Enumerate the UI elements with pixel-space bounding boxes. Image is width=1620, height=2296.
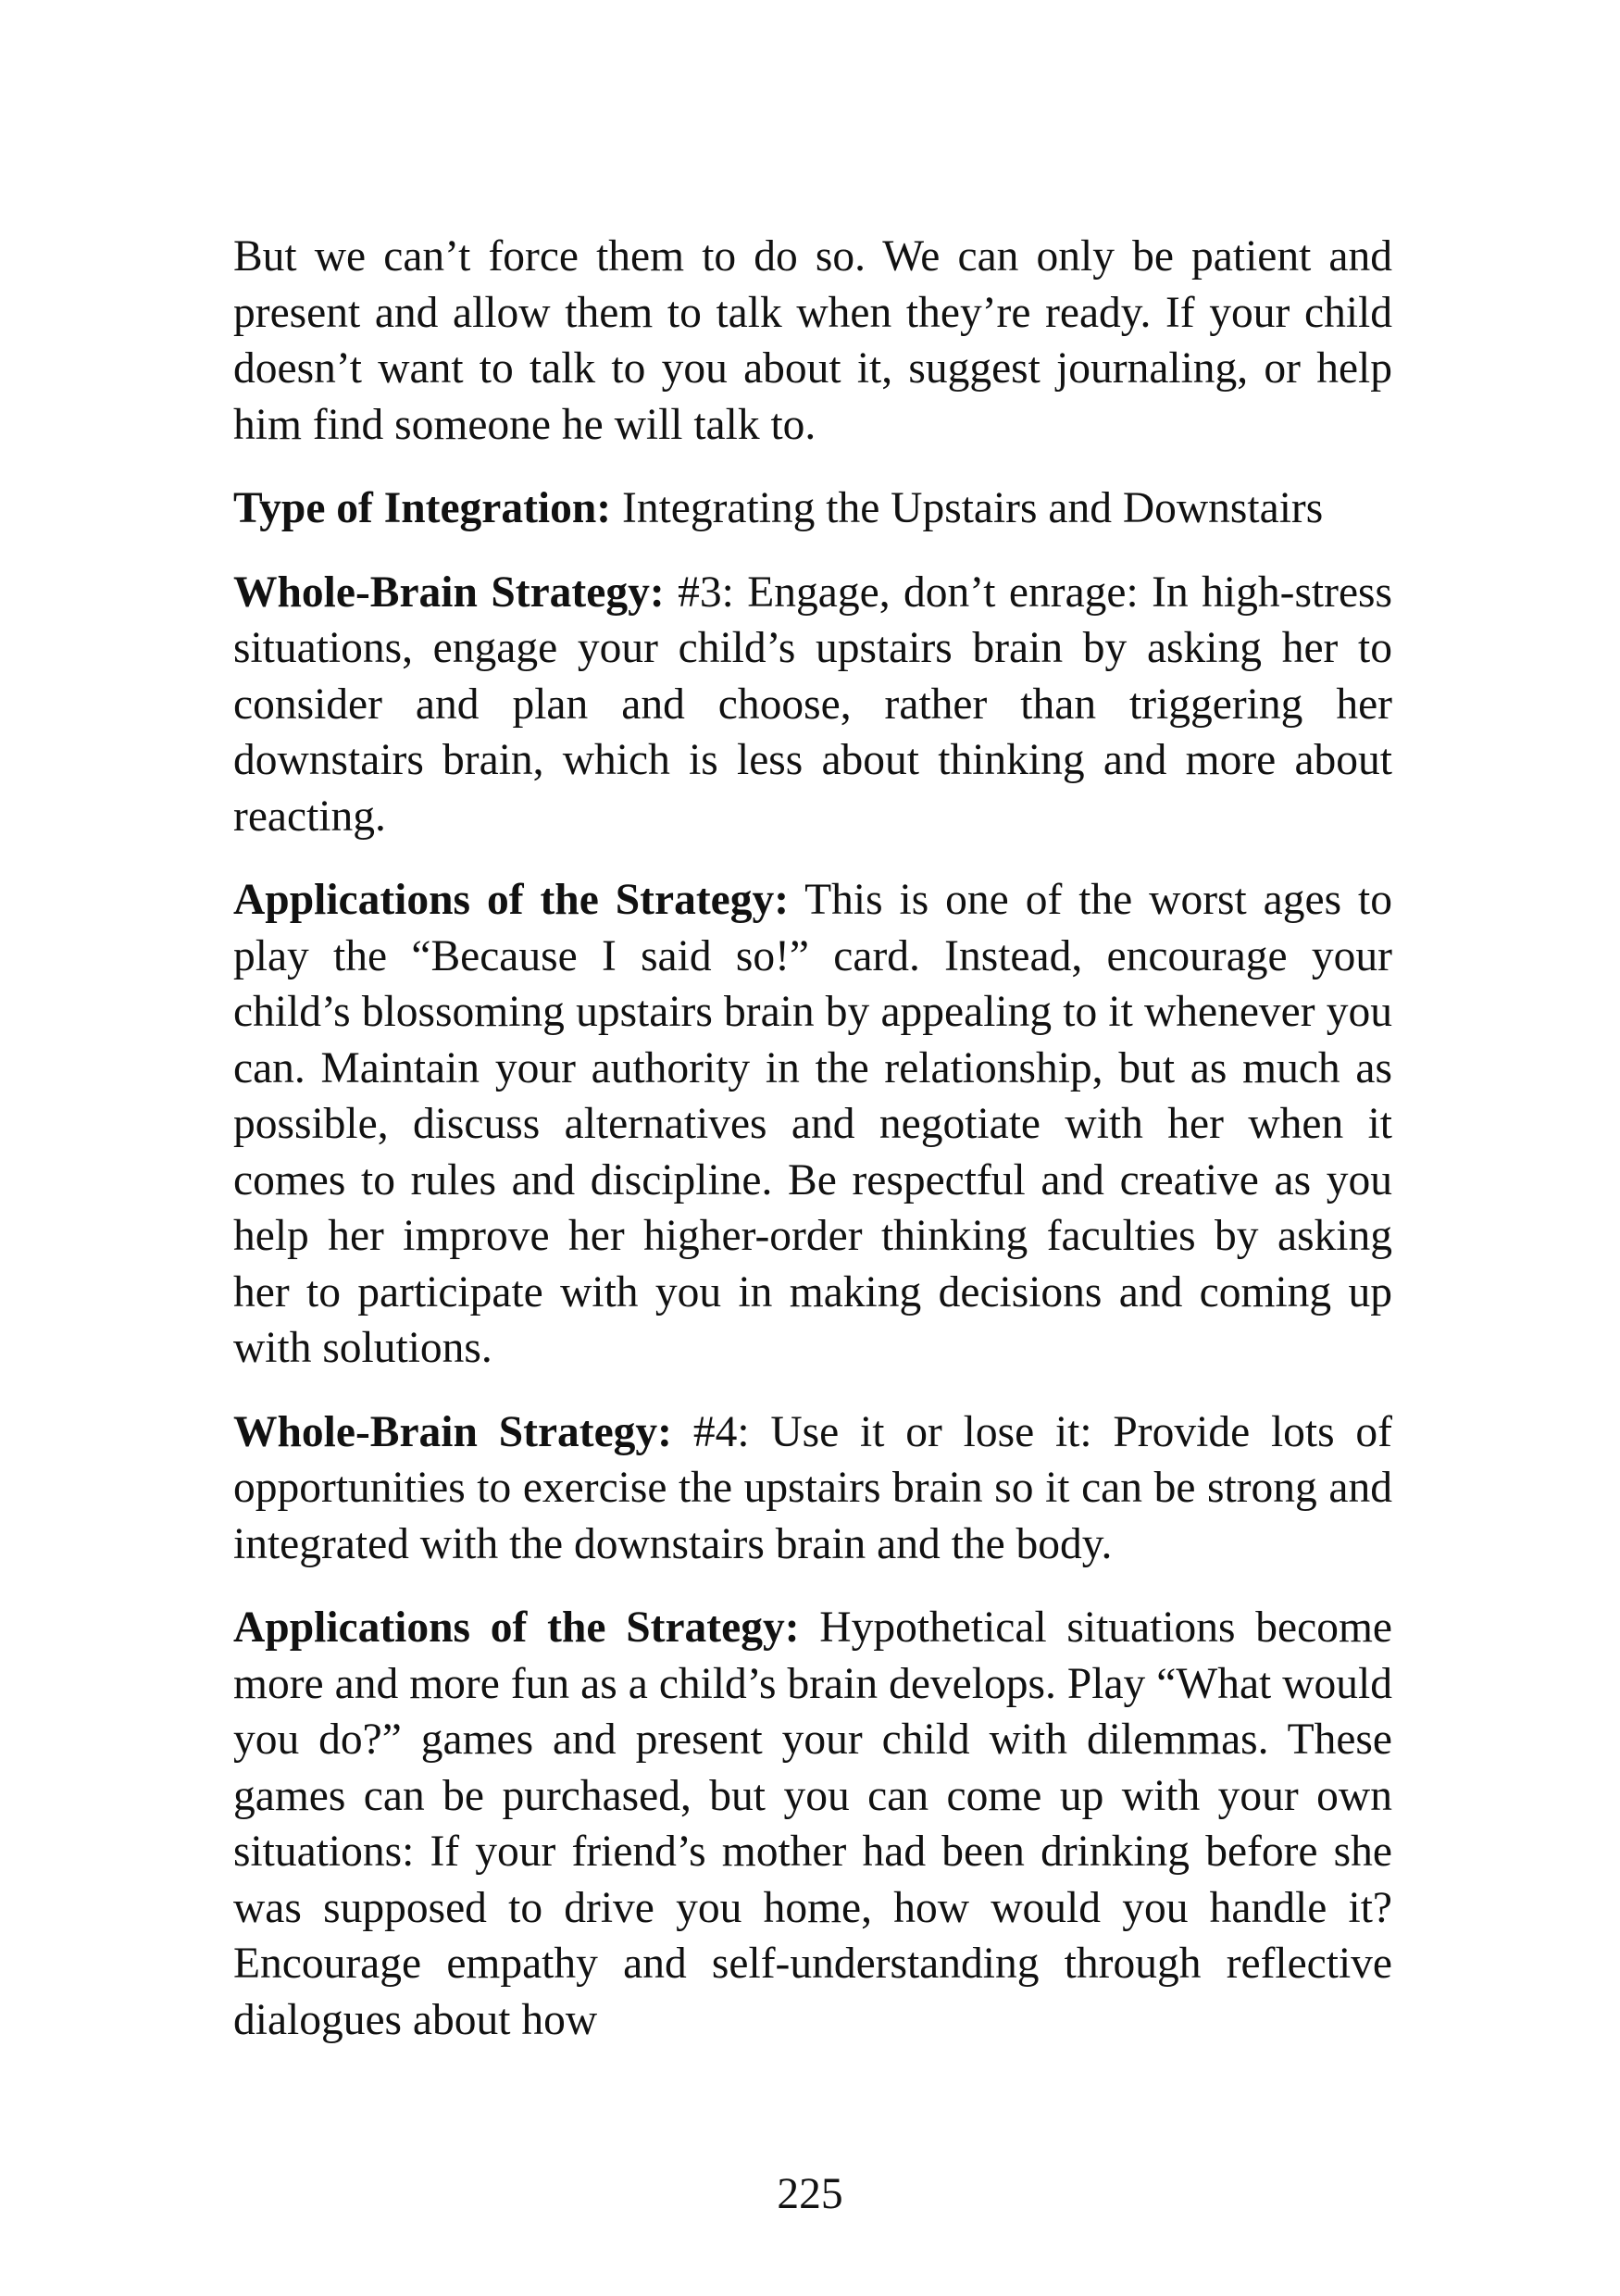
paragraph-strategy-4 xyxy=(233,1404,1392,1573)
paragraph-1 xyxy=(233,229,1392,453)
page-body xyxy=(233,229,1392,2076)
whole-brain-strategy-label: Whole-Brain Strategy: xyxy=(233,568,665,617)
applications-label: Applications of the Strategy: xyxy=(233,1603,800,1652)
applications-text: This is one of the worst ages to play the “Because I said so!” card. Instead, encourage your child’s blossoming upstairs brain by appealing to it whenever you can. Maintain your authority in the relationship, but as much as possible, discuss alternatives and negotiate with her when it comes to rules and discipline. Be respectful and creative as you help her improve her higher-order thinking faculties by asking her to participate with you in making decisions and coming up with solutions. xyxy=(233,876,1392,1372)
paragraph-applications-3 xyxy=(233,872,1392,1377)
paragraph-type-of-integration xyxy=(233,480,1392,537)
type-of-integration-label: Type of Integration: xyxy=(233,484,612,532)
whole-brain-strategy-text: #4: Use it or lose it: Provide lots of opportunities to exercise the upstairs brain so it can be strong and integrated with the downstairs brain and the body. xyxy=(233,1407,1392,1568)
paragraph-strategy-3 xyxy=(233,565,1392,845)
page-number: 225 xyxy=(777,2170,843,2218)
paragraph-1-text: But we can’t force them to do so. We can only be patient and present and allow them to talk when they’re ready. If your child doesn’t want to talk to you about it, suggest journaling, or help him find someone he will talk to. xyxy=(233,232,1392,449)
applications-text: Hypothetical situations become more and more fun as a child’s brain develops. Play “What would you do?” games and present your child with dilemmas. These games can be purchased, but you can come up with your own situations: If your friend’s mother had been drinking before she was supposed to drive you home, how would you handle it? Encourage empathy and self-understanding through reflective dialogues about how xyxy=(233,1603,1392,2044)
type-of-integration-text: Integrating the Upstairs and Downstairs xyxy=(611,484,1324,532)
whole-brain-strategy-label: Whole-Brain Strategy: xyxy=(233,1407,673,1456)
whole-brain-strategy-text: #3: Engage, don’t enrage: In high-stress situations, engage your child’s upstairs brain by asking her to consider and plan and choose, rather than triggering her downstairs brain, which is less about thinking and more about reacting. xyxy=(233,568,1393,841)
paragraph-applications-4 xyxy=(233,1600,1392,2048)
applications-label: Applications of the Strategy: xyxy=(233,876,790,924)
